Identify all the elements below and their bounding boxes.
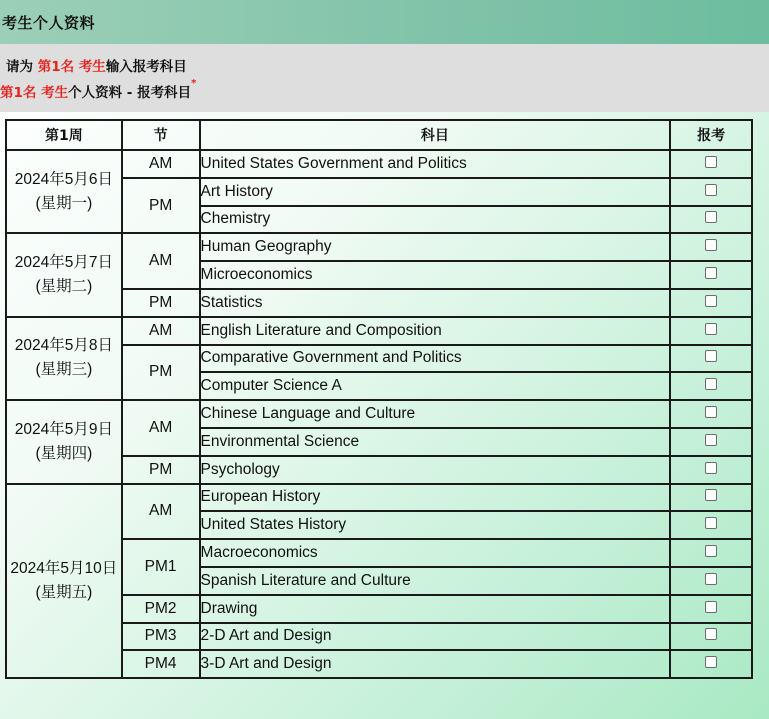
register-cell: [670, 400, 752, 428]
register-checkbox[interactable]: [705, 267, 717, 279]
session-cell: PM: [122, 178, 200, 234]
session-cell: AM: [122, 233, 200, 289]
date-cell: [6, 317, 122, 400]
register-cell: [670, 317, 752, 345]
session-cell: PM: [122, 289, 200, 317]
table-row: [6, 150, 752, 178]
table-row: [6, 400, 752, 428]
header-week: 第1周: [6, 120, 122, 150]
exam-date: 2024年5月7日: [14, 254, 113, 272]
register-cell: [670, 289, 752, 317]
table-body: [6, 150, 752, 678]
table-row: [6, 484, 752, 512]
register-cell: [670, 567, 752, 595]
register-checkbox[interactable]: [705, 323, 717, 335]
exam-weekday: (星期三): [35, 361, 93, 379]
register-cell: [670, 539, 752, 567]
register-checkbox[interactable]: [705, 184, 717, 196]
subject-cell: 3-D Art and Design: [200, 650, 671, 678]
subheading-text: 个人资料 - 报考科目: [68, 85, 192, 101]
exam-weekday: (星期二): [35, 278, 93, 296]
session-cell: PM: [122, 345, 200, 401]
register-checkbox[interactable]: [705, 434, 717, 446]
exam-date: 2024年5月10日 (星期五): [10, 559, 118, 601]
register-checkbox[interactable]: [705, 656, 717, 668]
header-register: 报考: [670, 120, 752, 150]
instruction-prefix: 请为: [6, 59, 38, 75]
subject-cell: Chemistry: [200, 206, 671, 234]
session-cell: PM4: [122, 650, 200, 678]
subheading-candidate: 考生: [41, 85, 69, 101]
register-checkbox[interactable]: [705, 462, 717, 474]
register-checkbox[interactable]: [705, 295, 717, 307]
register-cell: [670, 650, 752, 678]
subject-cell: Human Geography: [200, 233, 671, 261]
register-checkbox[interactable]: [705, 156, 717, 168]
register-checkbox[interactable]: [705, 545, 717, 557]
subject-cell: Spanish Literature and Culture: [200, 567, 671, 595]
session-cell: PM3: [122, 623, 200, 651]
instruction-candidate: 考生: [78, 59, 106, 75]
subject-cell: Art History: [200, 178, 671, 206]
register-cell: [670, 150, 752, 178]
register-cell: [670, 428, 752, 456]
subject-cell: Chinese Language and Culture: [200, 400, 671, 428]
register-checkbox[interactable]: [705, 517, 717, 529]
date-cell: [6, 150, 122, 233]
register-cell: [670, 345, 752, 373]
subject-cell: Microeconomics: [200, 261, 671, 289]
register-cell: [670, 623, 752, 651]
register-cell: [670, 595, 752, 623]
info-band: [0, 44, 769, 112]
register-checkbox[interactable]: [705, 573, 717, 585]
register-cell: [670, 511, 752, 539]
session-cell: AM: [122, 317, 200, 345]
session-cell: PM2: [122, 595, 200, 623]
register-checkbox[interactable]: [705, 378, 717, 390]
register-cell: [670, 484, 752, 512]
subject-cell: United States History: [200, 511, 671, 539]
register-cell: [670, 261, 752, 289]
header-session: 节: [122, 120, 200, 150]
date-cell: [6, 233, 122, 316]
exam-schedule-table: [5, 119, 753, 679]
subject-cell: Drawing: [200, 595, 671, 623]
subject-cell: Environmental Science: [200, 428, 671, 456]
instruction-rank: 第1名: [37, 59, 75, 75]
subheading-rank: 第1名: [0, 85, 37, 101]
subject-cell: Computer Science A: [200, 372, 671, 400]
subject-cell: United States Government and Politics: [200, 150, 671, 178]
instruction-suffix: 输入报考科目: [105, 59, 187, 75]
session-cell: AM: [122, 150, 200, 178]
table-row: [6, 317, 752, 345]
table-row: [6, 233, 752, 261]
register-checkbox[interactable]: [705, 406, 717, 418]
subject-cell: European History: [200, 484, 671, 512]
subheading-line: [0, 78, 197, 101]
table-header-row: [6, 120, 752, 150]
exam-date: 2024年5月8日: [14, 337, 113, 355]
session-cell: PM1: [122, 539, 200, 595]
register-checkbox[interactable]: [705, 211, 717, 223]
exam-date: 2024年5月9日: [14, 420, 113, 438]
date-cell: [6, 400, 122, 483]
subject-cell: English Literature and Composition: [200, 317, 671, 345]
register-cell: [670, 233, 752, 261]
register-checkbox[interactable]: [705, 489, 717, 501]
date-cell: [6, 484, 122, 679]
session-cell: PM: [122, 456, 200, 484]
register-cell: [670, 456, 752, 484]
section-title: 考生个人资料: [2, 13, 96, 32]
subject-cell: Comparative Government and Politics: [200, 345, 671, 373]
exam-weekday: (星期四): [35, 444, 93, 462]
register-checkbox[interactable]: [705, 601, 717, 613]
subject-cell: Statistics: [200, 289, 671, 317]
exam-weekday: (星期一): [35, 194, 93, 212]
header-subject: 科目: [200, 120, 671, 150]
register-checkbox[interactable]: [705, 628, 717, 640]
register-cell: [670, 206, 752, 234]
session-cell: AM: [122, 400, 200, 456]
subject-cell: Psychology: [200, 456, 671, 484]
instruction-line: [6, 55, 187, 75]
exam-date: 2024年5月6日: [14, 170, 113, 188]
subject-cell: 2-D Art and Design: [200, 623, 671, 651]
session-cell: AM: [122, 484, 200, 540]
register-cell: [670, 178, 752, 206]
subject-cell: Macroeconomics: [200, 539, 671, 567]
register-cell: [670, 372, 752, 400]
required-mark: *: [191, 78, 197, 89]
section-header: [0, 0, 769, 44]
register-checkbox[interactable]: [705, 239, 717, 251]
register-checkbox[interactable]: [705, 350, 717, 362]
